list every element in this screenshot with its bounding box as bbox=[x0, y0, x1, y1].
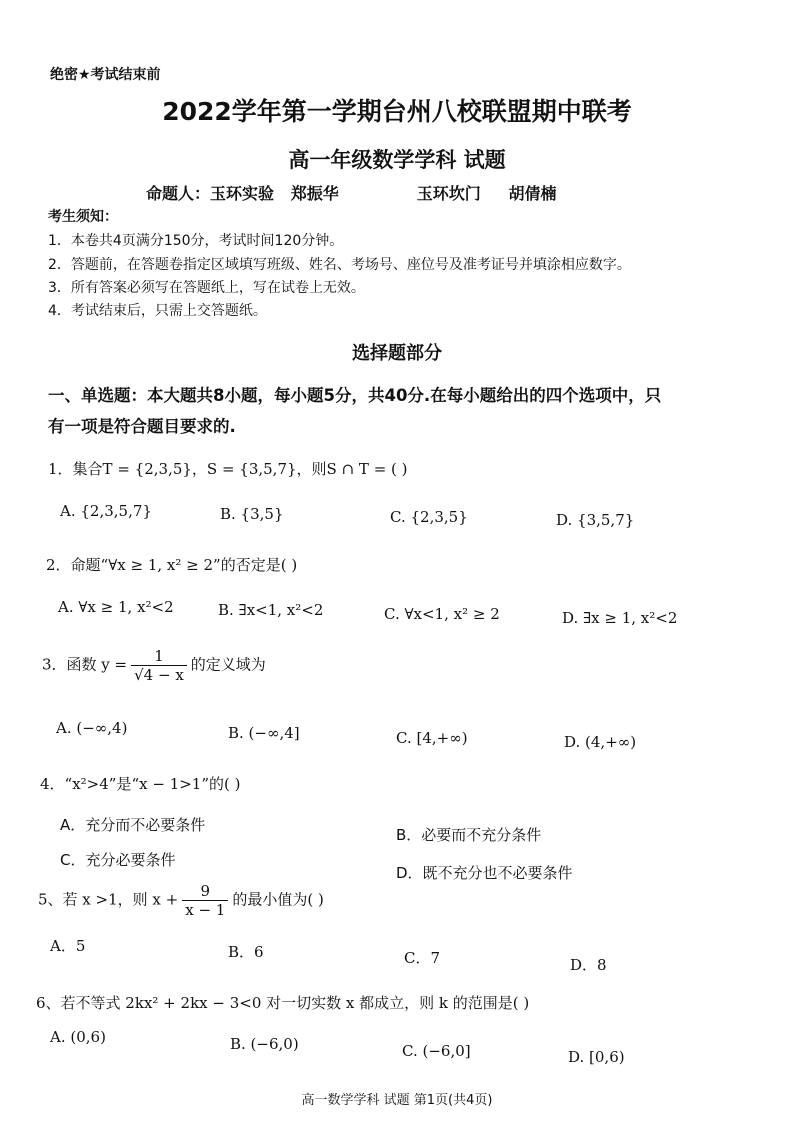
question-1-stem: 1．集合T = {2,3,5}，S = {3,5,7}，则S ∩ T = ( ) bbox=[48, 460, 408, 478]
section-instruction-continued: 有一项是符合题目要求的. bbox=[48, 417, 236, 436]
fraction-numerator: 9 bbox=[182, 882, 228, 901]
question-1-option-c: C. {2,3,5} bbox=[390, 508, 468, 526]
question-3-stem bbox=[42, 647, 266, 684]
exam-subtitle: 高一年级数学学科 试题 bbox=[288, 148, 506, 172]
question-2-stem: 2．命题“∀x ≥ 1, x² ≥ 2”的否定是( ) bbox=[46, 556, 298, 574]
question-5-option-b: B．6 bbox=[228, 943, 264, 961]
question-5-fraction bbox=[182, 882, 228, 919]
question-3-fraction bbox=[131, 647, 187, 684]
fraction-numerator: 1 bbox=[131, 647, 187, 666]
exam-title: 2022学年第一学期台州八校联盟期中联考 bbox=[162, 97, 632, 126]
confidential-label: 绝密★考试结束前 bbox=[50, 67, 161, 83]
question-5-stem-suffix: 的最小值为( ) bbox=[232, 890, 324, 909]
question-2-option-a: A. ∀x ≥ 1, x²<2 bbox=[58, 598, 174, 616]
question-1-option-b: B. {3,5} bbox=[220, 505, 284, 523]
question-3-stem-suffix: 的定义域为 bbox=[190, 655, 266, 674]
question-4-option-a: A．充分而不必要条件 bbox=[60, 816, 206, 834]
question-1-option-a: A. {2,3,5,7} bbox=[60, 502, 152, 520]
section-title: 选择题部分 bbox=[352, 343, 442, 364]
question-5-stem-prefix: 5、若 x >1，则 x + bbox=[38, 890, 179, 909]
fraction-denominator: √4 − x bbox=[134, 666, 184, 684]
section-instruction: 一、单选题：本大题共8小题，每小题5分，共40分.在每小题给出的四个选项中，只 bbox=[48, 386, 662, 405]
question-3-stem-prefix: 3．函数 y = bbox=[42, 655, 128, 674]
question-4-option-b: B．必要而不充分条件 bbox=[396, 826, 542, 844]
question-6-option-a: A. (0,6) bbox=[50, 1028, 106, 1046]
question-2-option-d: D. ∃x ≥ 1, x²<2 bbox=[562, 609, 678, 627]
question-5-option-d: D．8 bbox=[570, 956, 607, 974]
question-4-option-c: C．充分必要条件 bbox=[60, 851, 176, 869]
question-6-option-c: C. (−6,0] bbox=[402, 1042, 471, 1060]
page-footer: 高一数学学科 试题 第1页(共4页) bbox=[301, 1093, 493, 1108]
note-item: 2．答题前，在答题卷指定区域填写班级、姓名、考场号、座位号及准考证号并填涂相应数字。 bbox=[48, 257, 631, 273]
question-5-option-a: A．5 bbox=[50, 937, 86, 955]
note-item: 4．考试结束后，只需上交答题纸。 bbox=[48, 303, 267, 319]
note-item: 3．所有答案必须写在答题纸上，写在试卷上无效。 bbox=[48, 280, 365, 296]
question-2-option-c: C. ∀x<1, x² ≥ 2 bbox=[384, 605, 500, 623]
fraction-denominator: x − 1 bbox=[185, 901, 226, 919]
question-6-stem: 6、若不等式 2kx² + 2kx − 3<0 对一切实数 x 都成立，则 k 的范围是( ) bbox=[36, 994, 530, 1012]
question-5-stem bbox=[38, 882, 324, 919]
question-4-option-d: D．既不充分也不必要条件 bbox=[396, 864, 573, 882]
question-3-option-d: D. (4,+∞) bbox=[564, 733, 637, 751]
question-5-option-c: C．7 bbox=[404, 949, 441, 967]
question-3-option-c: C. [4,+∞) bbox=[396, 729, 468, 747]
question-6-option-b: B. (−6,0) bbox=[230, 1035, 299, 1053]
question-3-option-a: A. (−∞,4) bbox=[56, 719, 128, 737]
authors-line: 命题人：玉环实验 郑振华 玉环坎门 胡倩楠 bbox=[146, 184, 557, 203]
question-6-option-d: D. [0,6) bbox=[568, 1048, 625, 1066]
note-item: 1．本卷共4页满分150分，考试时间120分钟。 bbox=[48, 233, 344, 249]
question-3-option-b: B. (−∞,4] bbox=[228, 724, 300, 742]
question-2-option-b: B. ∃x<1, x²<2 bbox=[218, 601, 324, 619]
question-1-option-d: D. {3,5,7} bbox=[556, 511, 635, 529]
notes-heading: 考生须知： bbox=[48, 209, 118, 225]
question-4-stem: 4．“x²>4”是“x − 1>1”的( ) bbox=[40, 775, 241, 793]
